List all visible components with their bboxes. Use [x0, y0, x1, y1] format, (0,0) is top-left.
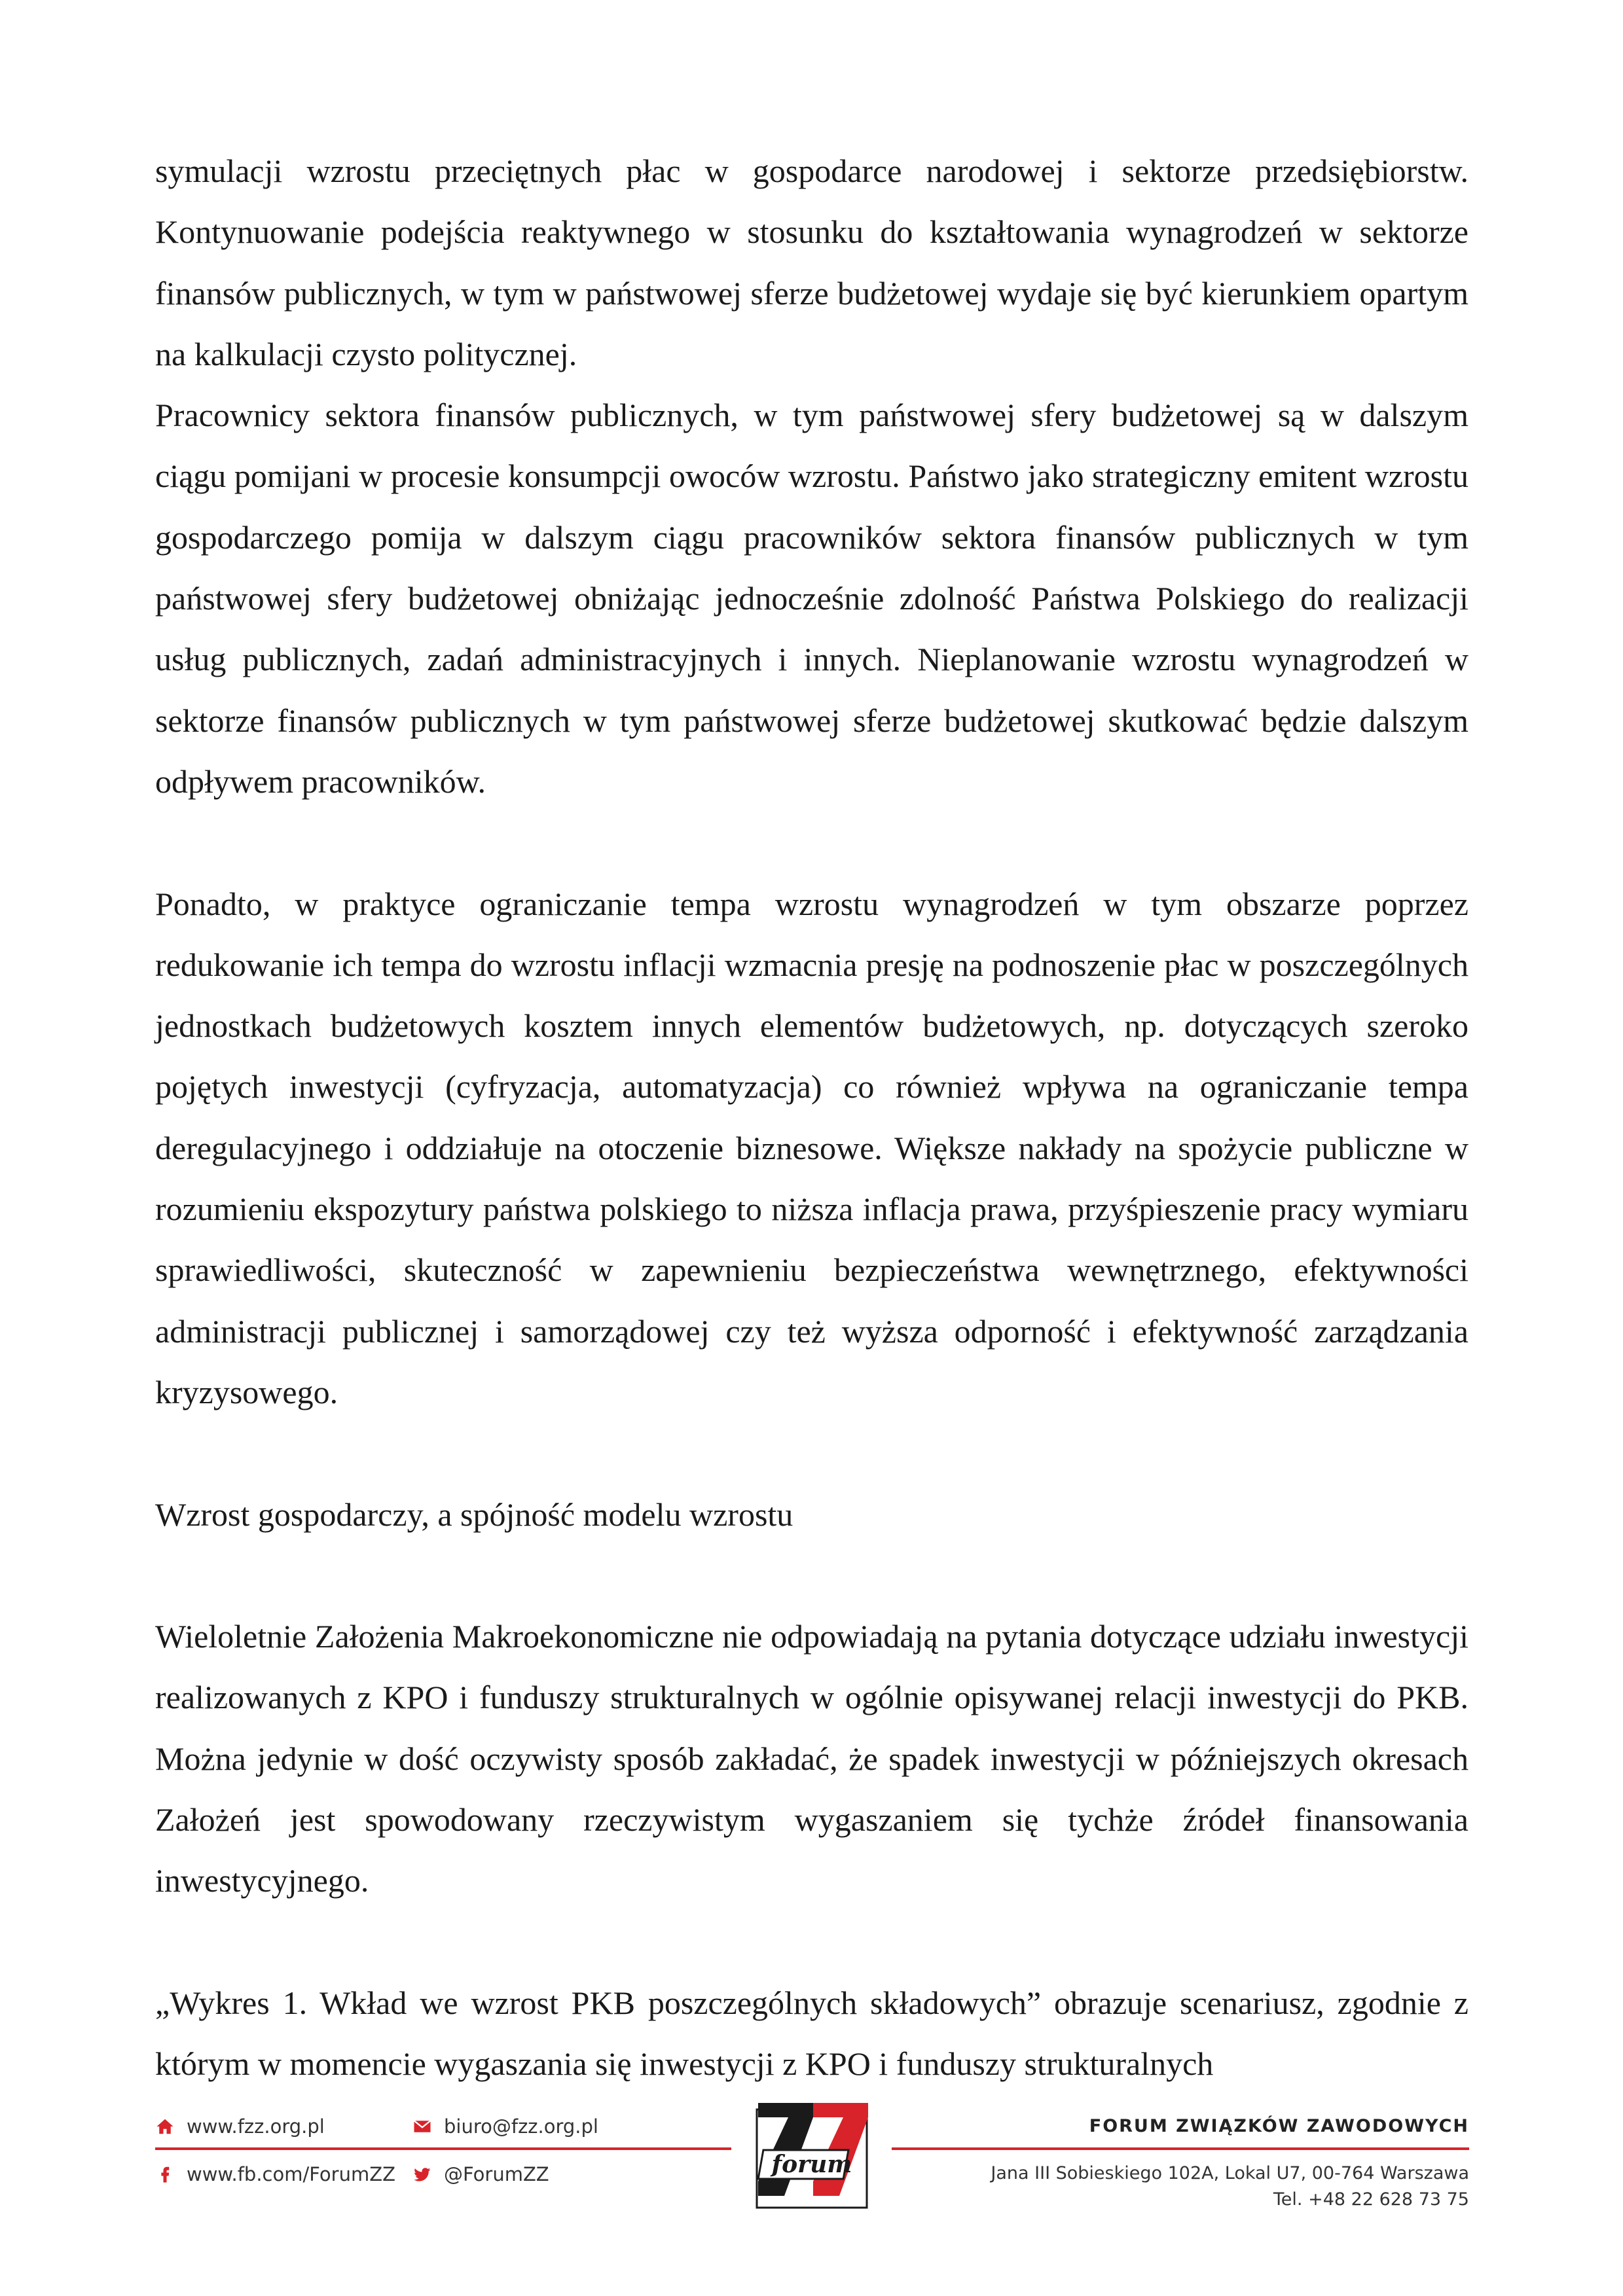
facebook-icon	[155, 2164, 175, 2184]
logo-text: forum	[771, 2151, 852, 2178]
website-link[interactable]: www.fzz.org.pl	[187, 2115, 325, 2138]
facebook-link[interactable]: www.fb.com/ForumZZ	[187, 2163, 395, 2185]
paragraph-1: symulacji wzrostu przeciętnych płac w gospodarce narodowej i sektorze przedsiębiorstw. Kontynuowanie podejścia reaktywnego w stosunku do kształtowania wynagrodzeń w sektorze finansów publicznych, w tym w państwowej sferze budżetowej wydaje się być kierunkiem opartym na kalkulacji czysto politycznej.	[155, 152, 1468, 372]
organization-name: FORUM ZWIĄZKÓW ZAWODOWYCH	[1089, 2116, 1469, 2136]
paragraph-2: Pracownicy sektora finansów publicznych, w tym państwowej sfery budżetowej są w dalszym ciągu pomijani w procesie konsumpcji owoców wzrostu. Państwo jako strategiczny emitent wzrostu gospodarczego pomija w dalszym ciągu pracowników sektora finansów publicznych w tym państwowej sfery budżetowej obniżając jednocześnie zdolność Państwa Polskiego do realizacji usług publicznych, zadań administracyjnych i innych. Nieplanowanie wzrostu wynagrodzeń w sektorze finansów publicznych w tym państwowej sferze budżetowej skutkować będzie dalszym odpływem pracowników.	[155, 397, 1468, 800]
footer-email[interactable]	[412, 2115, 598, 2138]
paragraph-spacer	[155, 812, 1468, 873]
paragraph-spacer	[155, 1912, 1468, 1973]
section-heading: Wzrost gospodarczy, a spójność modelu wzrostu	[155, 1496, 793, 1533]
twitter-link[interactable]: @ForumZZ	[444, 2163, 549, 2185]
mail-icon	[412, 2117, 432, 2136]
home-icon	[155, 2117, 175, 2136]
footer-twitter[interactable]	[412, 2163, 549, 2185]
forum-logo	[753, 2098, 871, 2212]
email-link[interactable]: biuro@fzz.org.pl	[444, 2115, 598, 2138]
organization-address: Jana III Sobieskiego 102A, Lokal U7, 00-764 Warszawa	[991, 2163, 1469, 2183]
paragraph-4: Wieloletnie Założenia Makroekonomiczne nie odpowiadają na pytania dotyczące udziału inwestycji realizowanych z KPO i funduszy strukturalnych w ogólnie opisywanej relacji inwestycji do PKB. Można jedynie w dość oczywisty sposób zakładać, że spadek inwestycji w późniejszych okresach Założeń jest spowodowany rzeczywistym wygaszaniem się tychże źródeł finansowania inwestycyjnego.	[155, 1618, 1468, 1899]
footer-divider-left	[155, 2147, 731, 2150]
footer-facebook[interactable]	[155, 2163, 395, 2185]
paragraph-3: Ponadto, w praktyce ograniczanie tempa wzrostu wynagrodzeń w tym obszarze poprzez redukowanie ich tempa do wzrostu inflacji wzmacnia presję na podnoszenie płac w poszczególnych jednostkach budżetowych kosztem innych elementów budżetowych, np. dotyczących szeroko pojętych inwestycji (cyfryzacja, automatyzacja) co również wpływa na ograniczanie tempa deregulacyjnego i oddziałuje na otoczenie biznesowe. Większe nakłady na spożycie publiczne w rozumieniu ekspozytury państwa polskiego to niższa inflacja prawa, przyśpieszenie pracy wymiaru sprawiedliwości, skuteczność w zapewnieniu bezpieczeństwa wewnętrznego, efektywności administracji publicznej i samorządowej czy też wyższa odporność i efektywność zarządzania kryzysowego.	[155, 885, 1468, 1410]
document-body	[155, 141, 1468, 2095]
organization-phone: Tel. +48 22 628 73 75	[1273, 2189, 1469, 2210]
paragraph-5: „Wykres 1. Wkład we wzrost PKB poszczególnych składowych” obrazuje scenariusz, zgodnie z którym w momencie wygaszania się inwestycji z KPO i funduszy strukturalnych	[155, 1984, 1468, 2083]
paragraph-spacer	[155, 1423, 1468, 1484]
paragraph-spacer	[155, 1545, 1468, 1606]
footer-divider-right	[892, 2147, 1469, 2150]
footer-website[interactable]	[155, 2115, 325, 2138]
twitter-icon	[412, 2164, 432, 2184]
